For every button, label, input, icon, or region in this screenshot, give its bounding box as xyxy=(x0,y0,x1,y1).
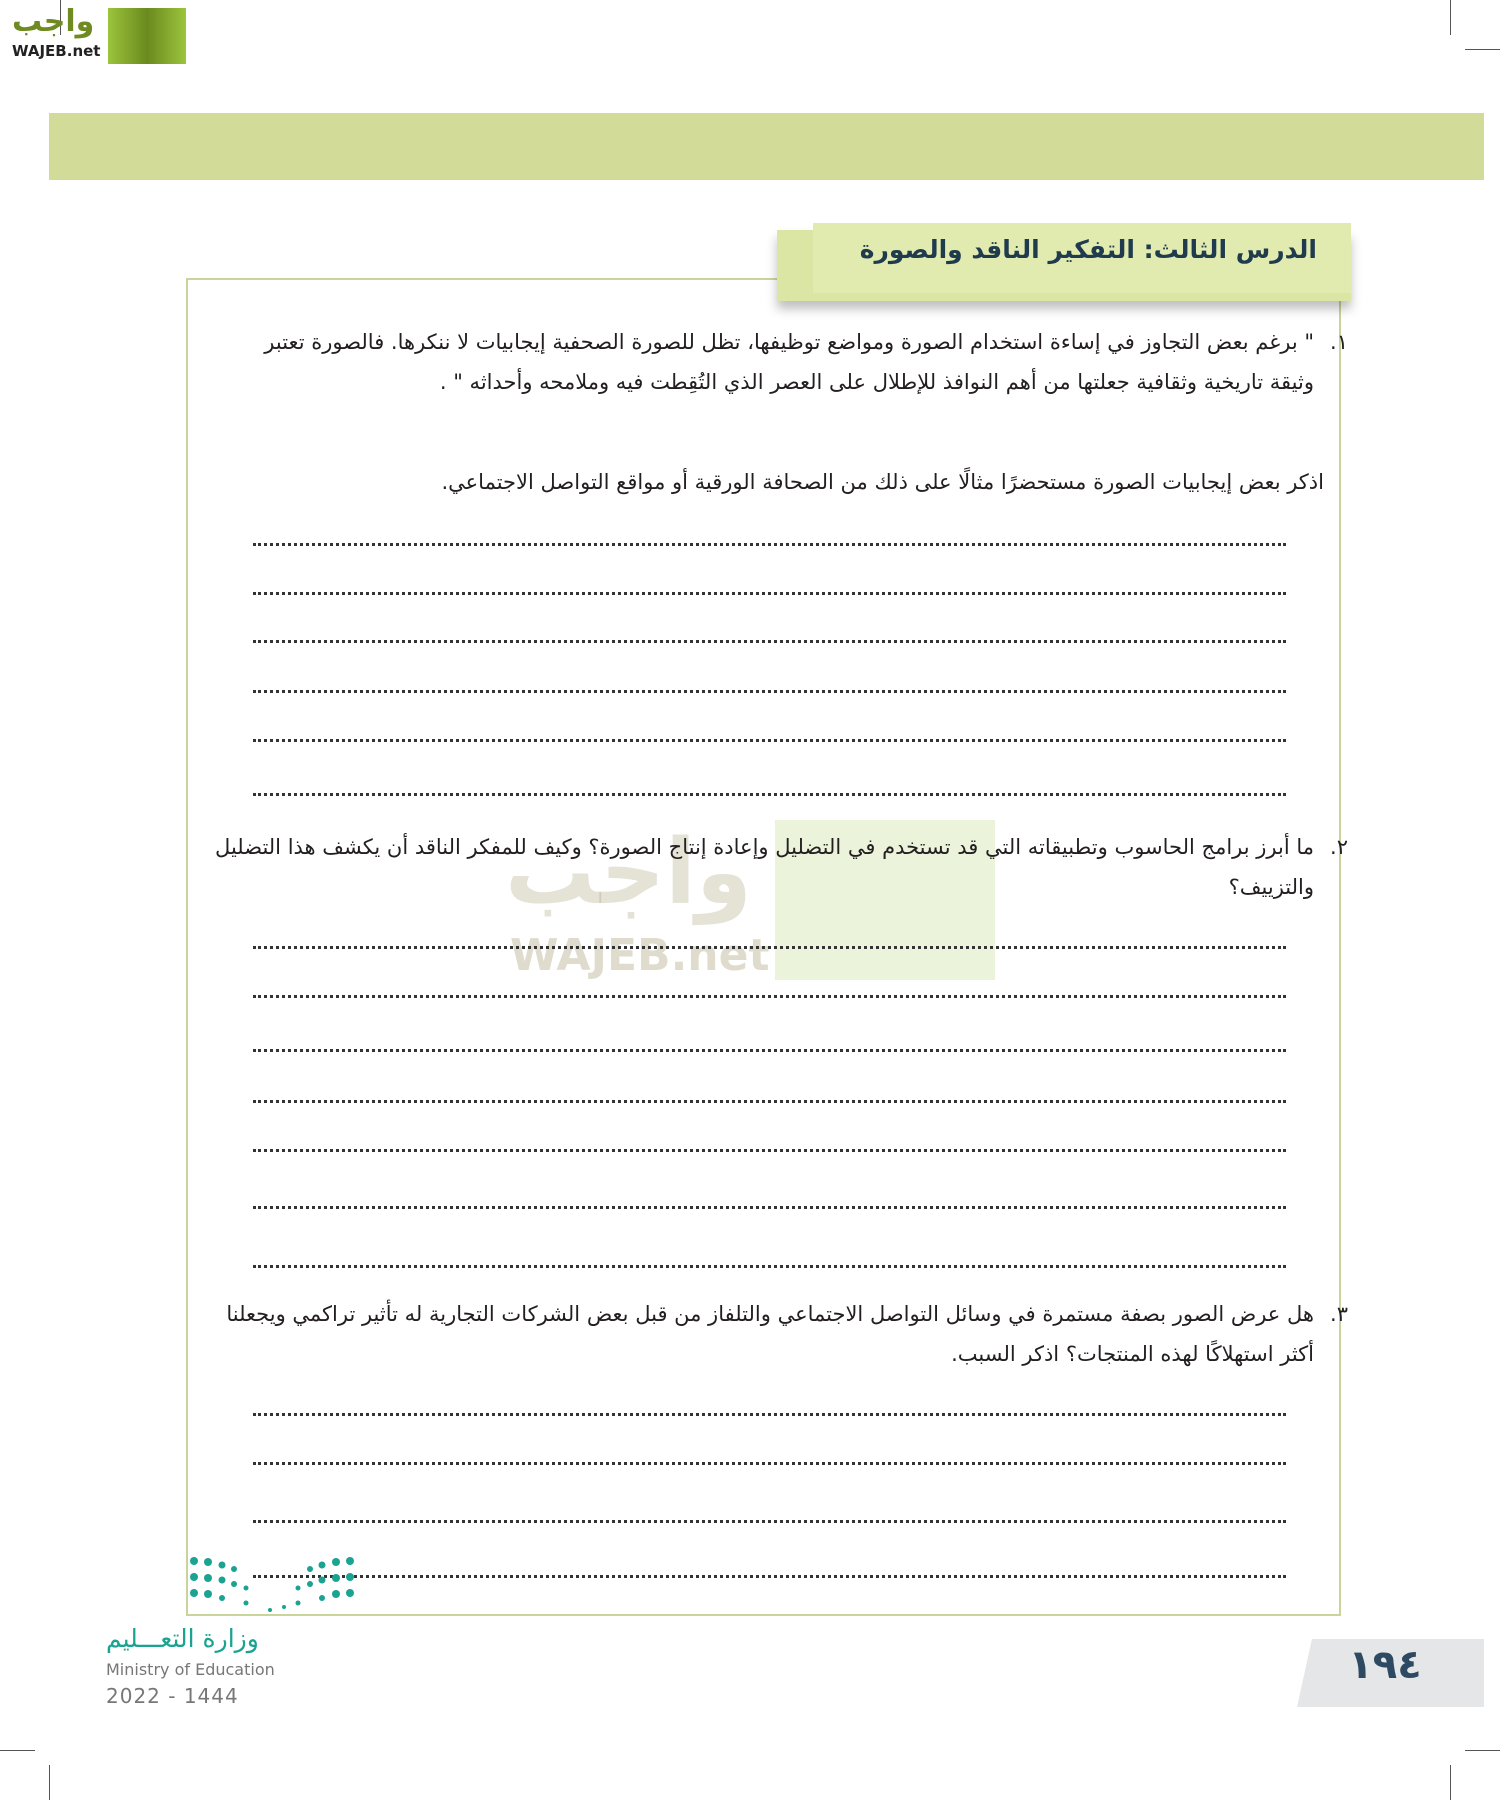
question-number: ٣. xyxy=(1330,1302,1348,1326)
crop-mark xyxy=(0,1750,35,1751)
edition-year: 2022 - 1444 xyxy=(106,1684,239,1708)
watermark-latin: WAJEB.net xyxy=(510,930,770,981)
question-number: ٢. xyxy=(1330,835,1348,859)
ministry-dots-logo-icon xyxy=(188,1555,356,1613)
answer-line[interactable] xyxy=(253,689,1286,693)
ministry-name-english: Ministry of Education xyxy=(106,1660,275,1679)
header-band xyxy=(49,113,1484,180)
wajeb-logo-latin: WAJEB.net xyxy=(12,42,101,60)
question-3 xyxy=(214,1294,1348,1374)
answer-line[interactable] xyxy=(253,945,1286,949)
crop-mark xyxy=(49,1765,50,1800)
answer-line[interactable] xyxy=(253,1264,1286,1268)
question-1 xyxy=(214,322,1348,402)
answer-line[interactable] xyxy=(253,1205,1286,1209)
answer-line[interactable] xyxy=(253,542,1286,546)
wajeb-logo: واجب xyxy=(12,4,95,39)
answer-line[interactable] xyxy=(253,994,1286,998)
lesson-title: الدرس الثالث: التفكير الناقد والصورة xyxy=(813,223,1351,293)
question-2 xyxy=(214,827,1348,907)
crop-mark xyxy=(1450,1765,1451,1800)
answer-line[interactable] xyxy=(253,1148,1286,1152)
answer-line[interactable] xyxy=(253,1574,1286,1578)
answer-line[interactable] xyxy=(253,1099,1286,1103)
answer-line[interactable] xyxy=(253,591,1286,595)
answer-line[interactable] xyxy=(253,1048,1286,1052)
page-number: ١٩٤ xyxy=(1348,1642,1422,1688)
watermark: واجب xyxy=(505,820,752,925)
question-text: ما أبرز برامج الحاسوب وتطبيقاته التي قد تستخدم في التضليل وإعادة إنتاج الصورة؟ وكيف للمفكر الناقد أن يكشف هذا التضليل والتزييف؟ xyxy=(215,835,1314,899)
crop-mark xyxy=(1450,0,1451,35)
answer-line[interactable] xyxy=(253,1461,1286,1465)
answer-line[interactable] xyxy=(253,639,1286,643)
ministry-name-arabic: وزارة التعـــليم xyxy=(106,1624,259,1653)
question-text: هل عرض الصور بصفة مستمرة في وسائل التواصل الاجتماعي والتلفاز من قبل بعض الشركات التجارية له تأثير تراكمي ويجعلنا أكثر استهلاكًا لهذه المنتجات؟ اذكر السبب. xyxy=(226,1302,1314,1366)
question-1-prompt: اذكر بعض إيجابيات الصورة مستحضرًا مثالًا على ذلك من الصحافة الورقية أو مواقع التواصل الاجتماعي. xyxy=(441,470,1324,494)
answer-line[interactable] xyxy=(253,792,1286,796)
question-number: ١. xyxy=(1330,330,1348,354)
crop-mark xyxy=(1465,49,1500,50)
answer-line[interactable] xyxy=(253,1519,1286,1523)
answer-line[interactable] xyxy=(253,1412,1286,1416)
answer-line[interactable] xyxy=(253,738,1286,742)
question-text: " برغم بعض التجاوز في إساءة استخدام الصورة ومواضع توظيفها، تظل للصورة الصحفية إيجابيات لا ننكرها. فالصورة تعتبر وثيقة تاريخية وثقافية جعلتها من أهم النوافذ للإطلال على العصر الذي التُقِطت فيه وملامحه وأحداثه " . xyxy=(264,330,1314,394)
crop-mark xyxy=(1465,1750,1500,1751)
book-logo-icon xyxy=(108,8,186,64)
